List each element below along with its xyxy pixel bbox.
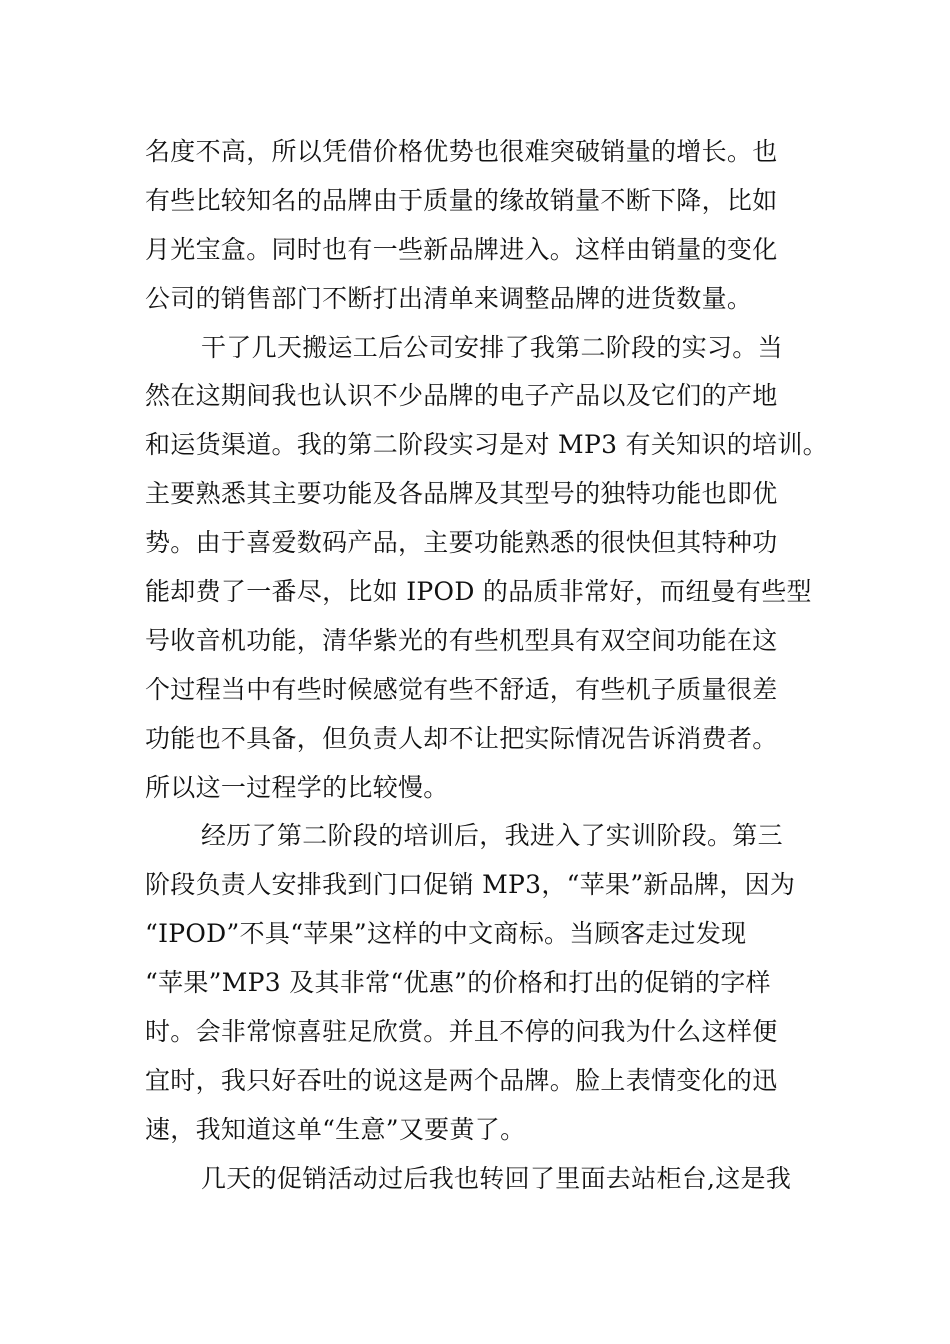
- paragraph-line: 宜时，我只好吞吐的说这是两个品牌。脸上表情变化的迅: [145, 1065, 778, 1095]
- paragraph-line: “IPOD”不具“苹果”这样的中文商标。当顾客走过发现: [145, 919, 747, 949]
- paragraph-2: [145, 324, 828, 813]
- paragraph-line: 速，我知道这单“生意”又要黄了。: [145, 1114, 526, 1144]
- paragraph-3: [145, 812, 810, 1154]
- paragraph-line: 月光宝盒。同时也有一些新品牌进入。这样由销量的变化: [145, 234, 778, 264]
- paragraph-line: 能却费了一番尽，比如 IPOD 的品质非常好，而纽曼有些型: [145, 577, 812, 607]
- paragraph-line: 干了几天搬运工后公司安排了我第二阶段的实习。当: [201, 332, 783, 362]
- paragraph-4: [145, 1155, 810, 1204]
- paragraph-line: 然在这期间我也认识不少品牌的电子产品以及它们的产地: [145, 381, 778, 411]
- paragraph-line: 主要熟悉其主要功能及各品牌及其型号的独特功能也即优: [145, 479, 778, 509]
- paragraph-line: “苹果”MP3 及其非常“优惠”的价格和打出的促销的字样: [145, 968, 771, 998]
- paragraph-line: 有些比较知名的品牌由于质量的缘故销量不断下降，比如: [145, 185, 778, 215]
- paragraph-line: 几天的促销活动过后我也转回了里面去站柜台,这是我: [201, 1163, 792, 1193]
- document-body: [145, 128, 828, 1204]
- paragraph-line: 功能也不具备，但负责人却不让把实际情况告诉消费者。: [145, 723, 778, 753]
- paragraph-line: 阶段负责人安排我到门口促销 MP3，“苹果”新品牌，因为: [145, 870, 796, 900]
- paragraph-line: 和运货渠道。我的第二阶段实习是对 MP3 有关知识的培训。: [145, 430, 828, 460]
- paragraph-line: 势。由于喜爱数码产品，主要功能熟悉的很快但其特种功: [145, 528, 778, 558]
- paragraph-line: 公司的销售部门不断打出清单来调整品牌的进货数量。: [145, 283, 753, 313]
- paragraph-line: 经历了第二阶段的培训后，我进入了实训阶段。第三: [201, 821, 783, 851]
- paragraph-line: 时。会非常惊喜驻足欣赏。并且不停的问我为什么这样便: [145, 1017, 778, 1047]
- paragraph-line: 号收音机功能，清华紫光的有些机型具有双空间功能在这: [145, 625, 778, 655]
- paragraph-line: 名度不高，所以凭借价格优势也很难突破销量的增长。也: [145, 137, 778, 166]
- paragraph-line: 所以这一过程学的比较慢。: [145, 772, 449, 802]
- paragraph-1: [145, 128, 810, 324]
- paragraph-line: 个过程当中有些时候感觉有些不舒适，有些机子质量很差: [145, 674, 778, 704]
